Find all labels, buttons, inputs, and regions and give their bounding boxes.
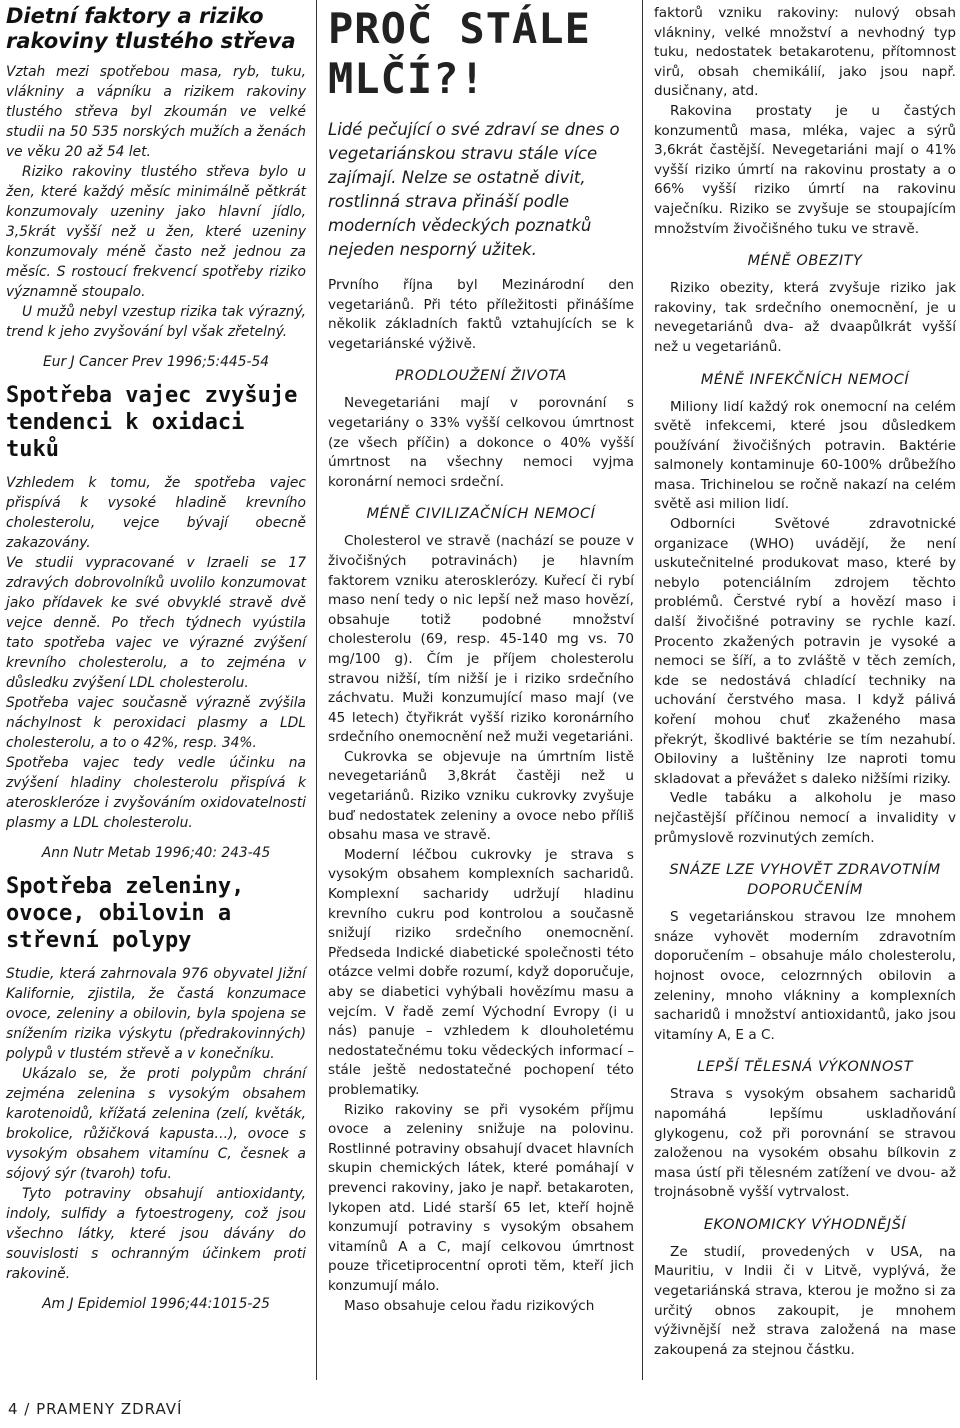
body-paragraph: Strava s vysokým obsahem sacharidů napomáhá lepšímu uskladňování glykogenu, což při porovnání se stravou založenou na vysokém obsahu bílkovin z masa ústí při tělesném zatížení ve dvou- až trojnásobně vyšší vytrvalost. [654,1086,956,1201]
body-paragraph: S vegetariánskou stravou lze mnohem snáze vyhovět moderním zdravotním doporučením – obsahuje málo cholesterolu, hojnost ovoce, celozrnných obilovin a zeleniny, mnoho vlákniny a komplexních sacharidů i množství antioxidantů, jako jsou vitamíny A, E a C. [654,909,956,1043]
right-column [654,4,956,1360]
article-paragraph: Studie, která zahrnovala 976 obyvatel Jižní Kalifornie, zjistila, že častá konzumace ovoce, zeleniny a obilovin, byla spojena se snížením rizika výskytu (předrakovinných) polypů v tlustém střevě a v konečníku. [6,966,306,1062]
article-paragraph: Spotřeba vajec současně výrazně zvýšila náchylnost k peroxidaci plasmy a LDL cholesterolu, a to o 42%, resp. 34%. [6,695,306,751]
article-title-polyps: Spotřeba zeleniny, ovoce, obilovin a střevní polypy [6,874,245,953]
article-paragraph: Vztah mezi spotřebou masa, ryb, tuku, vlákniny a vápníku a rizikem rakoviny tlustého střeva byl zkoumán ve velké studii na 50 535 norských mužích a ženách ve věku 20 až 54 let. [6,64,306,160]
body-paragraph: faktorů vzniku rakoviny: nulový obsah vlákniny, velké množství a nevhodný typ tuku, nedostatek betakarotenu, přítomnost virů, obsah chemikálií, jako jsou např. dusičnany, atd. [654,5,956,100]
body-paragraph: Nevegetariáni mají v porovnání s vegetariány o 33% vyšší celkovou úmrtnost (ze všech příčin) a dokonce o 40% vyšší úmrtnost na všechny nemoci vyjma koronární nemoci srdeční. [328,395,634,490]
article-paragraph: Riziko rakoviny tlustého střeva bylo u žen, které každý měsíc minimálně pětkrát konzumovaly uzeniny jako hlavní jídlo, 3,5krát vyšší než u žen, které uzeniny konzumovaly méně často než jednou za měsíc. S rostoucí frekvencí spotřeby riziko významně stoupalo. [6,164,306,300]
section-heading: MÉNĚ INFEKČNÍCH NEMOCÍ [700,371,910,388]
left-column [6,4,306,1322]
article-paragraph: Ukázalo se, že proti polypům chrání zejména zelenina s vysokým obsahem karotenoidů, křížatá zelenina (zelí, květák, brokolice, růžičková kapusta…), ovoce s vysokým obsahem vitamínu C, česnek a sójový sýr (tvaroh) tofu. [6,1066,306,1182]
body-paragraph: Miliony lidí každý rok onemocní na celém světě infekcemi, které jsou důsledkem používání živočišných potravin. Baktérie salmonely kontaminuje 60-100% drůbežího masa. Trichinelou se ročně nakazí na celém světě asi milion lidí. [654,398,956,513]
column-divider-right [642,0,643,1380]
body-paragraph: Odborníci Světové zdravotnické organizace (WHO) uvádějí, že není uskutečnitelné produkovat maso, které by nebylo potenciálním zdrojem těchto problémů. Čerstvé rybí a hovězí maso i další živočišné potraviny se rychle kazí. Procento zkažených potravin je vysoké a nemoci se šíří, a to zvláště v těch zemích, kde se nedostává chladící techniky na uchování čerstvého masa. I když pálivá koření mohou chuť zkaženého masa překrýt, škodlivé baktérie se tím nezahubí. Obiloviny a luštěniny lze naproti tomu skladovat a převážet s daleko nižšími riziky. [654,516,956,787]
column-divider-left [316,0,317,1380]
body-paragraph: Cukrovka se objevuje na úmrtním listě nevegetariánů 3,8krát častěji než u vegetariánů. Riziko vzniku cukrovky zvyšuje buď nedostatek zeleniny a ovoce nebo příliš obsahu masa ve stravě. [328,748,634,844]
section-heading: LEPŠÍ TĚLESNÁ VÝKONNOST [697,1059,913,1076]
section-heading: EKONOMICKY VÝHODNĚJŠÍ [703,1216,907,1233]
page-number-label: 4 / PRAMENY ZDRAVÍ [8,1400,183,1418]
article-paragraph: Tyto potraviny obsahují antioxidanty, indoly, sulfidy a fytoestrogeny, což jsou všechno látky, které jsou dávány do souvislosti s ochranným účinkem proti rakovině. [6,1186,306,1282]
citation: Eur J Cancer Prev 1996;5:445-54 [42,354,270,370]
section-heading: MÉNĚ CIVILIZAČNÍCH NEMOCÍ [366,506,596,523]
article-paragraph: Ve studii vypracované v Izraeli se 17 zdravých dobrovolníků uvolilo konzumovat jako přídavek ke své obvyklé stravě dvě vejce denně. Po třech týdnech vyústila tato spotřeba vajec ve výrazné zvýšení krevního cholesterolu, a to zejména v důsledku zvýšení LDL cholesterolu. [6,555,306,691]
body-paragraph: Cholesterol ve stravě (nachází se pouze v živočišných potravinách) je hlavním faktorem vzniku aterosklerózy. Kuřecí či rybí maso není tedy o nic lepší než maso hovězí, obsahuje totiž podobné množství cholesterolu (69, resp. 45-140 mg vs. 70 mg/100 g). Čím je příjem cholesterolu stravou nižší, tím nižší je i riziko srdečního záchvatu. Muži konzumující maso mají (ve 45 letech) čtyřikrát vyšší riziko koronárního srdečního onemocnění než muži vegetariáni. [328,533,634,746]
article-paragraph: U mužů nebyl vzestup rizika tak výrazný, trend k jeho zvyšování byl však zřetelný. [6,304,306,340]
article-paragraph: Spotřeba vajec tedy vedle účinku na zvýšení hladiny cholesterolu přispívá k ateroskleróze i zvyšováním oxidovatelnosti plasmy a LDL cholesterolu. [6,755,306,831]
body-paragraph: Riziko obezity, která zvyšuje riziko jak rakoviny, tak srdečního onemocnění, je u nevegetariánů dva- až dvaapůlkrát vyšší než u vegetariánů. [654,280,956,355]
article-paragraph: Vzhledem k tomu, že spotřeba vajec přispívá k vysoké hladině krevního cholesterolu, vejce bývají obecně zakazovány. [6,475,306,551]
body-paragraph: Riziko rakoviny se při vysokém příjmu ovoce a zeleniny snižuje na polovinu. Rostlinné potraviny obsahují dvacet hlavních skupin chemických látek, které pomáhají v prevenci rakoviny, jako je např. betakaroten, lykopen atd. Lidé starší 65 let, kteří hojně konzumují potraviny s vysokým obsahem vitamínů A a C, mají celkovou úmrtnost pouze třicetiprocentní oproti těm, kteří jich konzumují málo. [328,1101,634,1294]
body-paragraph: Rakovina prostaty je u častých konzumentů masa, mléka, vajec a sýrů 3,6krát častější. Nevegetariáni mají o 41% vyšší riziko úmrtí na rakovinu prostaty a o 66% vyšší riziko úmrtí na rakovinu vaječníku. Riziko se zvyšuje se stoupajícím množstvím živočišného tuku ve stravě. [654,102,956,237]
article-title-eggs: Spotřeba vajec zvyšuje tendenci k oxidaci tuků [6,383,298,462]
intro-paragraph: Prvního října byl Mezinárodní den vegetariánů. Při této příležitosti přinášíme několik základních faktů vztahujících se k vegetariánské výživě. [328,277,634,352]
lead-paragraph: Lidé pečující o své zdraví se dnes o vegetariánskou stravu stále více zajímají. Nelze se ostatně divit, rostlinná strava přináší podle moderních vědeckých poznatků nejeden nesporný užitek. [328,120,620,259]
middle-column [328,4,634,1316]
body-paragraph: Moderní léčbou cukrovky je strava s vysokým obsahem komplexních sacharidů. Komplexní sacharidy udržují hladinu krevního cukru pod kontrolou a současně snižují riziko srdečního onemocnění. Předseda Indické diabetické společnosti této otázce velmi dobře rozumí, když doporučuje, aby se diabetici vyhýbali hovězímu masu a vejcím. V řadě zemí Východní Evropy (i u nás) panuje – vzhledem k dlouholetému nedostatečnému toku vědeckých informací – stále ještě nedostatečné pochopení této problematiky. [328,846,635,1098]
citation: Am J Epidemiol 1996;44:1015-25 [42,1296,270,1312]
citation: Ann Nutr Metab 1996;40: 243-45 [41,845,271,861]
body-paragraph: Vedle tabáku a alkoholu je maso nejčastější příčinou nemocí a invalidity v průmyslově rozvinutých zemích. [654,790,956,846]
section-heading: SNÁZE LZE VYHOVĚT ZDRAVOTNÍM DOPORUČENÍM [669,862,941,899]
section-heading: MÉNĚ OBEZITY [747,253,863,270]
main-title: PROČ STÁLE MLČÍ?! [328,4,591,103]
section-heading: PRODLOUŽENÍ ŽIVOTA [395,368,567,385]
body-paragraph: Maso obsahuje celou řadu rizikových [344,1297,595,1314]
article-title-colon-cancer: Dietní faktory a riziko rakoviny tlustého střeva [6,4,296,53]
body-paragraph: Ze studií, provedených v USA, na Mauritiu, v Indii či v Litvě, vyplývá, že vegetariánská strava, kterou je možno si za určitý obnos zakoupit, je mnohem výživnější než strava založená na mase zakoupená za stejnou částku. [654,1243,956,1358]
page-footer [0,1388,312,1428]
